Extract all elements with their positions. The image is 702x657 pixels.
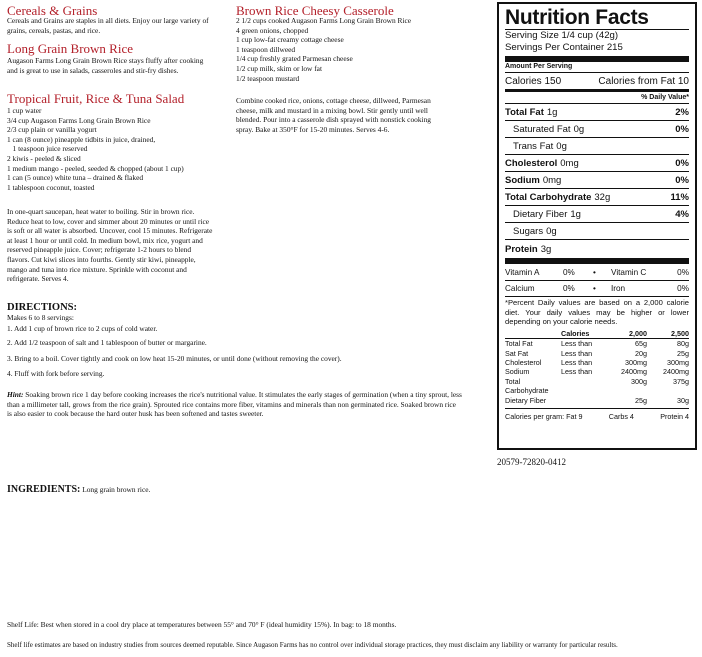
nutrient-row [505,154,689,171]
ingredient-item: 2 1/2 cups cooked Augason Farms Long Grain Brown Rice [236,16,412,25]
table-cell: 2,000 [629,328,647,338]
ingredient-item: 1 cup low-fat creamy cottage cheese [236,35,344,45]
nutrient-amount: 32g [594,191,611,203]
daily-value-table [505,329,689,405]
table-cell [561,396,605,405]
nutrition-title: Nutrition Facts [505,6,649,29]
table-cell: 80g [677,339,689,349]
nutrient-label [513,141,567,152]
casserole-ingredients [236,16,411,83]
nutrient-amount: 3g [540,243,552,255]
table-cell: 25g [677,348,689,358]
nutrient-label [505,175,561,186]
nutrient-name: Sugars [513,225,544,237]
nutrient-label [505,158,579,169]
calories-row [505,72,689,89]
nutrient-amount: 0mg [560,157,579,169]
direction-step: 2. Add 1/2 teaspoon of salt and 1 tablespoon of butter or margarine. [7,338,207,347]
ingredients-line [7,484,150,495]
ingredient-item: 1 cup water [7,106,42,115]
table-cell: 375g [673,376,689,386]
vitamin-row [505,280,689,296]
upc-code: 20579-72820-0412 [497,457,566,467]
tropical-heading: Tropical Fruit, Rice & Tuna Salad [7,91,185,106]
ingredient-item: 2/3 cup plain or vanilla yogurt [7,125,97,135]
vitamin-name: Vitamin A [505,267,540,277]
bullet: • [593,284,596,293]
table-cell: 300mg [625,358,647,367]
vitamin-rows [505,264,689,296]
table-cell: 300mg [667,358,689,367]
nutrient-name: Total Carbohydrate [505,191,592,203]
daily-value-header: % Daily Value* [641,94,689,101]
nutrient-row [505,171,689,188]
nutrient-dv: 0% [675,174,689,186]
table-cell: 300g [631,376,647,386]
direction-step: 1. Add 1 cup of brown rice to 2 cups of cold water. [7,324,158,333]
table-row [505,358,689,367]
nutrient-name: Saturated Fat [513,123,571,135]
table-cell: 65g [635,339,647,349]
ingredient-item: 2 kiwis - peeled & sliced [7,153,81,163]
nutrient-row [505,120,689,137]
nutrient-dv: 4% [675,208,689,220]
calories: Calories 150 [505,75,562,87]
table-cell: Sat Fat [505,348,529,358]
casserole-instructions: Combine cooked rice, onions, cottage cheese, dillweed, Parmesan cheese, milk and mustard in a mixing bowl. Stir gently until well blended. Pour into a casserole dish sprayed with nonstick cooking spray. Bake at 350°F for 15-20 minutes. Serves 4-6. [236,96,431,134]
table-cell: 2400mg [621,367,647,377]
nutrient-name: Trans Fat [513,140,554,152]
cal-per-gram-fat: Calories per gram: Fat 9 [505,412,583,422]
cal-per-gram-carbs: Carbs 4 [608,412,634,422]
ingredients-label: INGREDIENTS: [7,484,81,495]
nutrient-name: Protein [505,243,538,255]
table-cell [561,377,605,396]
nutrient-amount: 1g [546,106,558,118]
table-cell: 30g [677,395,689,405]
nutrient-name: Total Fat [505,106,544,118]
table-cell: Calories [561,328,590,338]
directions-makes: Makes 6 to 8 servings: [7,313,74,322]
serving-size: Serving Size 1/4 cup (42g) [505,30,619,41]
nutrient-row [505,205,689,222]
nutrient-label [513,209,581,220]
nutrient-label [505,107,557,118]
long-grain-text: Augason Farms Long Grain Brown Rice stays fluffy after cooking and is great to use in salads, casseroles and stir-fry dishes. [7,56,204,75]
nutrient-amount: 0g [573,123,585,135]
nutrient-label [505,192,610,203]
tropical-instructions: In one-quart saucepan, heat water to boiling. Stir in brown rice. Reduce heat to low, cover and simmer about 20 minutes or until rice is soft or all water is absorbed. Uncover, cool 15 minutes. Refrigerate at least 1 hour or until cold. In medium bowl, mix rice, yogurt and reserved pineapple juice. Cover; refrigerate 1-2 hours to blend flavors. Cut kiwi slices into fourths. Gently stir kiwi, pineapple, mango and tuna into rice mixture. Sprinkle with coconut and refrigerate. Serves 4. [7,207,213,284]
vitamin-dv: 0% [677,267,689,277]
nutrient-row [505,239,689,258]
nutrition-facts-panel [497,2,697,450]
nutrient-label [513,226,557,237]
table-cell: 20g [635,348,647,358]
table-cell: 25g [635,395,647,405]
vitamin-name: Iron [611,284,626,293]
tropical-ingredients [7,106,184,192]
nutrient-rows [505,103,689,258]
vitamin-dv: 0% [563,284,575,293]
table-cell: Less than [561,367,593,377]
nutrient-dv: 2% [675,106,689,118]
nutrient-row [505,188,689,205]
ingredient-item: 1/4 cup freshly grated Parmesan cheese [236,54,353,64]
nutrient-label [513,124,584,135]
ingredient-item: 1 medium mango - peeled, seeded & chopped (about 1 cup) [7,163,184,173]
ingredient-item: 1/2 teaspoon mustard [236,73,300,83]
table-cell: Less than [561,348,593,358]
nutrient-amount: 0g [556,140,567,152]
table-cell: Less than [561,358,593,367]
table-row [505,377,689,396]
casserole-heading: Brown Rice Cheesy Casserole [236,3,394,18]
table-row [505,349,689,358]
table-header-row [505,329,689,339]
directions-heading: DIRECTIONS: [7,302,78,313]
table-row [505,396,689,405]
bullet: • [593,267,596,277]
table-row [505,367,689,376]
nutrient-amount: 0g [546,225,557,237]
ingredient-item: 1 teaspoon juice reserved [7,144,88,154]
ingredient-item: 1 can (8 ounce) pineapple tidbits in juice, drained, [7,134,156,144]
calories-from-fat: Calories from Fat 10 [598,75,689,87]
ingredient-item: 4 green onions, chopped [236,25,309,35]
vitamin-dv: 0% [677,284,689,293]
nutrient-name: Cholesterol [505,157,558,169]
vitamin-row [505,264,689,280]
nutrient-label [505,244,551,255]
ingredient-item: 1 can (5 ounce) white tuna – drained & flaked [7,173,144,183]
hint [7,390,462,419]
amount-per-serving: Amount Per Serving [505,63,573,70]
cereals-heading: Cereals & Grains [7,3,98,18]
nutrient-name: Sodium [505,174,540,186]
nutrient-row [505,103,689,120]
table-cell: Total Fat [505,339,533,349]
table-cell: Total Carbohydrate [505,376,549,396]
vitamin-name: Calcium [505,284,535,293]
table-cell: Dietary Fiber [505,395,547,405]
shelf-life: Shelf Life: Best when stored in a cool dry place at temperatures between 55° and 70° F (ideal humidity 15%). In bag: to 18 months. [7,620,397,629]
nutrient-dv: 11% [670,191,689,203]
table-row [505,339,689,348]
hint-text: Soaking brown rice 1 day before cooking increases the rice's nutritional value. It stimulates the early stages of germination (when a tiny sprout, less than a millimeter tall, grows from the rice grain). Sprouted rice contains more fiber, vitamins and minerals than non germinated rice. Soaked brown rice is also easier to cook because the hard outer husk has been softened and tastes sweeter. [7,390,462,419]
table-cell: Less than [561,339,593,349]
direction-step: 4. Fluff with fork before serving. [7,369,105,378]
cal-per-gram-protein: Protein 4 [660,412,689,422]
daily-value-footnote: *Percent Daily values are based on a 2,000 calorie diet. Your daily values may be higher or lower depending on your calorie needs. [505,298,689,327]
table-cell: Sodium [505,367,530,377]
nutrient-row [505,137,689,154]
nutrient-amount: 0mg [542,174,562,186]
table-cell [505,329,561,338]
ingredient-item: 1 teaspoon dillweed [236,44,296,54]
vitamin-name: Vitamin C [611,267,647,277]
table-cell: 2400mg [663,367,689,377]
long-grain-heading: Long Grain Brown Rice [7,41,134,56]
nutrient-amount: 1g [570,208,581,220]
ingredients-text: Long grain brown rice. [82,485,151,494]
ingredient-item: 1 tablespoon coconut, toasted [7,182,95,192]
servings-per-container: Servings Per Container 215 [505,42,623,53]
hint-label: Hint: [7,390,24,399]
direction-step: 3. Bring to a boil. Cover tightly and cook on low heat 15-20 minutes, or until done (without removing the cover). [7,354,342,363]
nutrient-dv: 0% [675,123,689,135]
table-cell: Cholesterol [505,358,542,367]
nutrient-name: Dietary Fiber [513,208,568,220]
vitamin-dv: 0% [563,267,575,277]
nutrient-dv: 0% [675,157,689,169]
cereals-text: Cereals and Grains are staples in all diets. Enjoy our large variety of grains, cereals, pastas, and rice. [7,16,209,35]
ingredient-item: 1/2 cup milk, skim or low fat [236,63,323,73]
table-cell: 2,500 [671,328,689,338]
nutrient-row [505,222,689,239]
calories-per-gram [505,412,689,421]
disclaimer: Shelf life estimates are based on industry studies from sources deemed reputable. Since Augason Farms has no control over individual storage practices, they must disclaim any liability or warranty for particular results. [7,641,618,649]
ingredient-item: 3/4 cup Augason Farms Long Grain Brown Rice [7,115,151,125]
